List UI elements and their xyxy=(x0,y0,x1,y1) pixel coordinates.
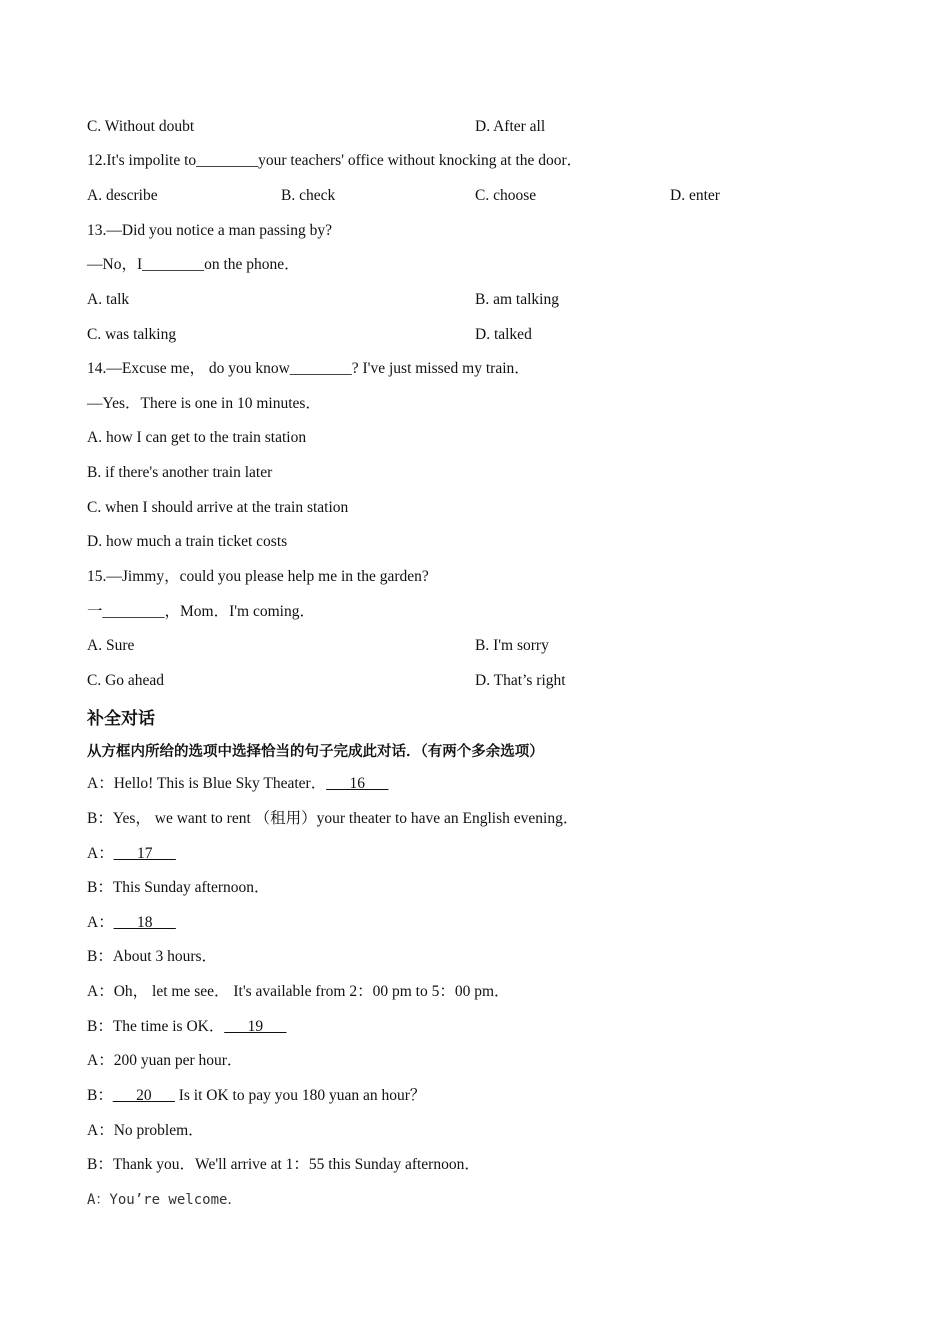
answer-blank-20: ___20___ xyxy=(112,1087,175,1104)
q14-option-b: B. if there's another train later xyxy=(87,464,273,481)
dialogue-line-8 xyxy=(87,1017,286,1037)
answer-blank-18: ___18___ xyxy=(113,914,176,931)
q13-option-b: B. am talking xyxy=(475,291,559,308)
dialogue-text: A： xyxy=(87,845,114,862)
dialogue-line-12: B：Thank you．We'll arrive at 1：55 this Sunday afternoon． xyxy=(87,1156,480,1173)
dialogue-line-4: B：This Sunday afternoon． xyxy=(87,879,270,896)
dialogue-text: B： xyxy=(87,1087,113,1104)
q15-option-b: B. I'm sorry xyxy=(475,637,549,654)
q15-option-a: A. Sure xyxy=(87,637,135,654)
dialogue-line-7: A：Oh， let me see． It's available from 2：00 pm to 5：00 pm． xyxy=(87,983,510,1000)
q13-reply: —No，I________on the phone． xyxy=(87,256,300,273)
q12-stem: 12.It's impolite to________your teachers' office without knocking at the door． xyxy=(87,152,583,169)
q15-reply: 一________，Mom．I'm coming． xyxy=(87,603,315,620)
q13-option-d: D. talked xyxy=(475,326,532,343)
q15-stem: 15.—Jimmy，could you please help me in the garden? xyxy=(87,568,429,585)
section-title: 补全对话 xyxy=(87,709,155,729)
q14-option-d: D. how much a train ticket costs xyxy=(87,533,288,550)
q13-option-c: C. was talking xyxy=(87,326,177,343)
q14-option-a: A. how I can get to the train station xyxy=(87,429,307,446)
q15-option-d: D. That’s right xyxy=(475,672,566,689)
q12-option-a: A. describe xyxy=(87,187,158,204)
q13-option-a: A. talk xyxy=(87,291,130,308)
q14-stem: 14.—Excuse me， do you know________? I've just missed my train． xyxy=(87,360,530,377)
dialogue-line-11: A：No problem． xyxy=(87,1122,204,1139)
q13-stem: 13.—Did you notice a man passing by? xyxy=(87,222,332,239)
dialogue-line-10 xyxy=(87,1086,425,1106)
q12-option-c: C. choose xyxy=(475,187,537,204)
dialogue-line-9: A：200 yuan per hour． xyxy=(87,1052,243,1069)
answer-blank-19: ___19___ xyxy=(224,1018,287,1035)
dialogue-line-5 xyxy=(87,913,176,933)
answer-blank-16: ___16___ xyxy=(326,775,389,792)
q11-option-c: C. Without doubt xyxy=(87,118,195,135)
dialogue-line-13: A：You’re welcome． xyxy=(87,1192,242,1208)
answer-blank-17: ___17___ xyxy=(113,845,176,862)
q12-option-b: B. check xyxy=(281,187,336,204)
dialogue-text: B：The time is OK． xyxy=(87,1018,225,1035)
q11-option-d: D. After all xyxy=(475,118,546,135)
q14-reply: —Yes．There is one in 10 minutes． xyxy=(87,395,321,412)
q14-option-c: C. when I should arrive at the train station xyxy=(87,499,349,516)
q15-option-c: C. Go ahead xyxy=(87,672,165,689)
dialogue-line-2: B：Yes， we want to rent （租用）your theater to have an English evening． xyxy=(87,810,579,827)
dialogue-line-1 xyxy=(87,774,388,794)
dialogue-text: A：Hello! This is Blue Sky Theater． xyxy=(87,775,327,792)
dialogue-text: Is it OK to pay you 180 yuan an hour？ xyxy=(174,1087,426,1104)
dialogue-text: A： xyxy=(87,914,114,931)
q12-option-d: D. enter xyxy=(670,187,720,204)
dialogue-line-6: B：About 3 hours． xyxy=(87,948,218,965)
dialogue-line-3 xyxy=(87,844,176,864)
section-instruction: 从方框内所给的选项中选择恰当的句子完成此对话．（有两个多余选项） xyxy=(87,744,544,760)
